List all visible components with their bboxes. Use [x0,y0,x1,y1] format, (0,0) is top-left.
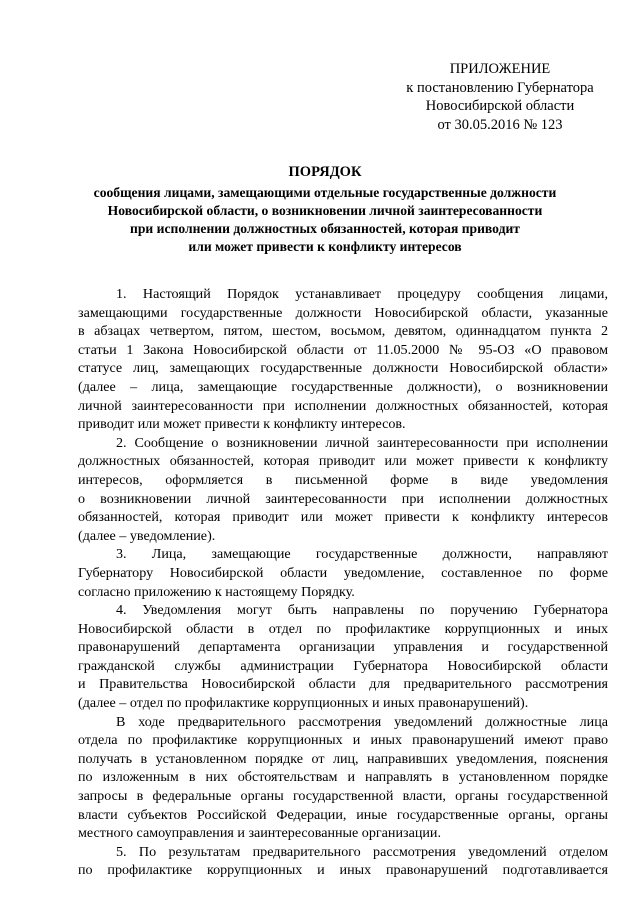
paragraph-line: запросы в федеральные органы государственной власти, органы государственной [78,788,608,805]
title-subtitle-line: Новосибирской области, о возникновении личной заинтересованности [107,203,543,218]
document-title [60,163,590,256]
paragraph-line: (далее – уведомление). [78,527,216,544]
paragraph [78,843,608,880]
paragraph-line: Губернатору Новосибирской области уведомление, составленное по форме [78,564,608,581]
title-subtitle-line: сообщения лицами, замещающими отдельные государственные должности [93,185,557,200]
appendix-reference: к постановлению Губернатора [406,79,594,96]
appendix-region: Новосибирской области [425,98,575,114]
paragraph-line: приводит или может привести к конфликту интересов. [78,416,406,433]
paragraph-line: 3. Лица, замещающие государственные должности, направляют [116,546,608,563]
paragraph-line: по изложенным в них обстоятельствам и направлять в установленном порядке [78,769,608,786]
paragraph-line: согласно приложению к настоящему Порядку. [78,583,355,600]
paragraph-line: гражданской службы администрации Губернатора Новосибирской области [78,657,608,674]
paragraph-line: и Правительства Новосибирской области для предварительного рассмотрения [78,676,608,693]
paragraph-line: обязанностей, которая приводит или может привести к конфликту интересов [78,509,608,526]
paragraph-line: местного самоуправления и заинтересованные организации. [78,825,441,842]
appendix-label: ПРИЛОЖЕНИЕ [449,61,551,77]
paragraph-line: 1. Настоящий Порядок устанавливает процедуру сообщения лицами, [116,286,608,302]
paragraph [78,713,608,843]
appendix-date-number: от 30.05.2016 № 123 [437,116,563,133]
paragraph-line: по профилактике коррупционных и иных правонарушений подготавливается [78,862,608,879]
document-body [78,285,608,880]
paragraph [78,285,608,434]
paragraph-line: В ходе предварительного рассмотрения уведомлений должностные лица [116,713,608,730]
paragraph-line: статусе лиц, замещающих государственные должности Новосибирской области» [78,360,608,377]
paragraph-line: правонарушений департамента организации управления и государственной [78,639,608,656]
paragraph-line: интересов, оформляется в письменной форме в виде уведомления [78,471,608,488]
paragraph [78,434,608,546]
paragraph-line: личной заинтересованности при исполнении должностных обязанностей, которая [78,397,608,414]
paragraph-line: (далее – отдел по профилактике коррупционных и иных правонарушений). [78,695,529,712]
paragraph [78,601,608,713]
paragraph-line: статьи 1 Закона Новосибирской области от 11.05.2000 № 95-ОЗ «О правовом [78,341,608,358]
paragraph-line: замещающими государственные должности Новосибирской области, указанные [78,304,608,321]
title-subtitle-line: или может привести к конфликту интересов [188,239,462,254]
paragraph-line: власти субъектов Российской Федерации, иные государственные органы, органы [78,806,608,823]
paragraph-line: о возникновении личной заинтересованности при исполнении должностных [78,490,608,507]
paragraph-line: (далее – лица, замещающие государственные должности), о возникновении [78,378,608,395]
paragraph-line: 4. Уведомления могут быть направлены по поручению Губернатора [116,602,608,619]
title-subtitle-line: при исполнении должностных обязанностей, которая приводит [130,221,520,236]
title-main: ПОРЯДОК [288,164,362,180]
paragraph-line: 2. Сообщение о возникновении личной заинтересованности при исполнении [116,434,608,451]
appendix-header [380,60,620,134]
paragraph-line: должностных обязанностей, которая приводит или может привести к конфликту [78,453,608,470]
paragraph-line: 5. По результатам предварительного рассмотрения уведомлений отделом [116,843,608,860]
paragraph-line: получать в установленном порядке от лиц, направивших уведомления, пояснения [78,750,608,767]
paragraph-line: отдела по профилактике коррупционных и иных правонарушений имеют право [78,732,608,749]
paragraph [78,545,608,601]
paragraph-line: в абзацах четвертом, пятом, шестом, восьмом, девятом, одиннадцатом пункта 2 [78,323,608,340]
paragraph-line: Новосибирской области в отдел по профилактике коррупционных и иных [78,620,608,637]
